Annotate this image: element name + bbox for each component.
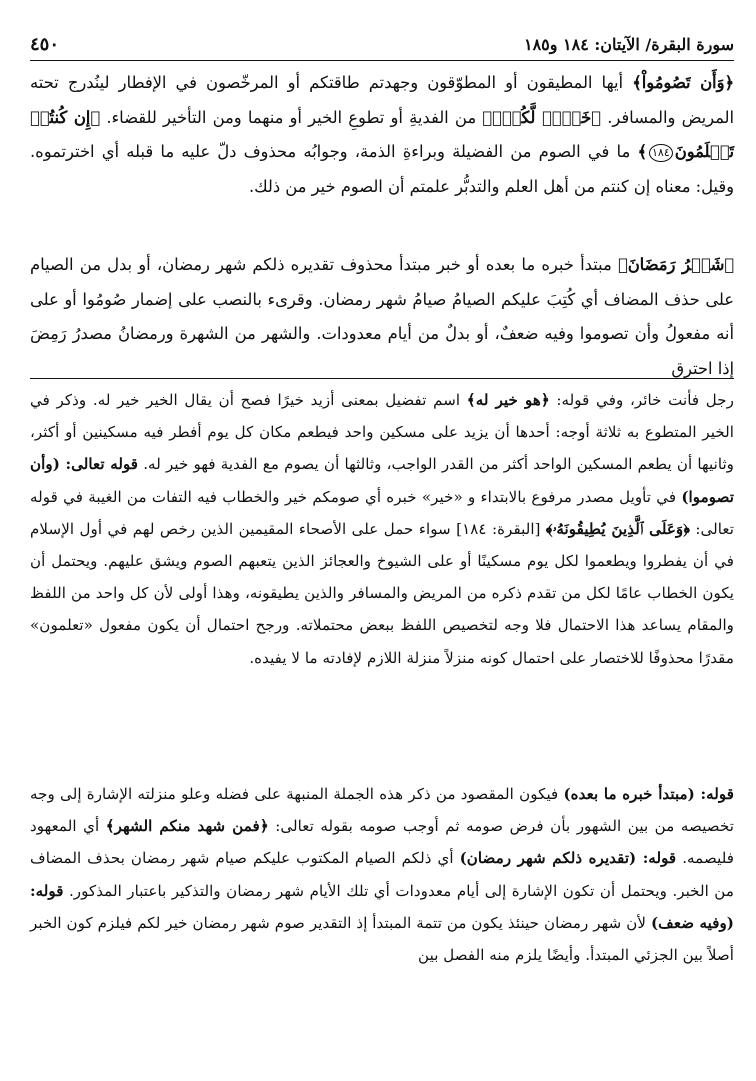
footnote-text: [البقرة: ١٨٤] سواء حمل على الأصحاء المقيمين الذين رخص لهم في أول الإسلام في أن يفطروا ويطعموا لكل يوم مسكينًا أو على الشيوخ والعجائز الذين يتعبهم الصوم ويشق عليهم. ويحتمل أن يكون الخطاب عامًا لكل من تقدم ذكره من المريض والمسافر والذين يطيقونه، وهذا أولى لأن كل واحد من اللفظ والمقام يساعد هذا الاحتمال فلا وجه لتخصيص اللفظ ببعض محتملاته. ورجح احتمال أن يكون مفعول «تعلمون» مقدرًا محذوفًا للاختصار على احتمال كونه منزلاً منزلة اللازم لإفادته ما لا يفيده. bbox=[30, 519, 734, 667]
commentary-text: أيها المطيقون أو المطوّقون وجهدتم طاقتكم أو المرخّصون في الإفطار لينُدرج تحته المريض والمسافر. bbox=[30, 73, 734, 127]
footnote-paragraph-1 bbox=[30, 384, 734, 674]
lemma-heading: قوله: (وفيه ضعف) bbox=[30, 881, 734, 932]
footnote-text: في تأويل مصدر مرفوع بالابتداء و «خير» خبره أي صومكم خير والخطاب فيه التفات من الغيبة في قوله تعالى: bbox=[30, 487, 734, 538]
quoted-phrase: ﴿هو خير له﴾ bbox=[466, 391, 550, 409]
tafsir-main-text bbox=[30, 66, 734, 204]
commentary-text: من الفديةِ أو تطوعِ الخير أو منهما ومن التأخير للقضاء. bbox=[100, 107, 483, 127]
running-title: سورة البقرة/ الآيتان: ١٨٤ و١٨٥ bbox=[523, 34, 734, 54]
verse-number-marker: ١٨٤ bbox=[649, 144, 673, 162]
footnote-block-2 bbox=[30, 778, 734, 971]
quran-quote: ﴿وَعَلَى ٱلَّذِينَ يُطِيقُونَهُۥ﴾ bbox=[545, 519, 690, 538]
paragraph-2 bbox=[30, 248, 734, 386]
footnote-block-1 bbox=[30, 384, 734, 674]
footnote-text: أي المعهود فليصمه. bbox=[30, 817, 734, 868]
commentary-text: ما في الصوم من الفضيلة وبراءةِ الذمة، وجوابُه محذوف دلّ عليه ما قبله أي اخترتموه. وقيل: معناه إن كنتم من أهل العلم والتدبُّر علمتم أن الصوم خير من ذلك. bbox=[30, 142, 734, 196]
footnote-paragraph-2 bbox=[30, 778, 734, 971]
page-header bbox=[30, 28, 734, 61]
footnote-divider bbox=[30, 378, 734, 379]
lemma-heading: قوله تعالى: (وأن تصوموا) bbox=[30, 455, 734, 506]
commentary-text: مبتدأ خبره ما بعده أو خبر مبتدأ محذوف تقديره ذلكم شهر رمضان، أو بدل من الصيام على حذف المضاف أي كُتِبَ عليكم الصيامُ صيامُ شهر رمضان. وقرىء بالنصب على إضمار صُومُوا أو على أنه مفعولُ وأن تصوموا وفيه ضعفٌ، أو بدلٌ من أيام معدودات. والشهر من الشهرة ورمضانُ مصدرُ رَمِضَ إذا احترق bbox=[30, 255, 734, 378]
paragraph-1 bbox=[30, 66, 734, 204]
quran-quote-close: ﴾ bbox=[637, 142, 648, 162]
lemma-heading: قوله: (تقديره ذلكم شهر رمضان) bbox=[459, 849, 677, 868]
page-number: ٤٥٠ bbox=[30, 33, 60, 55]
quran-quote: ﴿شَهۡرُ رَمَضَانَ﴾ bbox=[617, 255, 734, 274]
footnote-text: لأن شهر رمضان حينئذ يكون من تتمة المبتدأ إذ التقدير صوم شهر رمضان خير لكم فيلزم كون الخبر أصلاً بين الجزئي المبتدأ. وأيضًا يلزم منه الفصل بين bbox=[30, 913, 734, 965]
footnote-text: رجل فأنت خائر، وفي قوله: bbox=[549, 391, 734, 409]
quran-quote: ﴿وَأَن تَصُومُواْ﴾ bbox=[632, 73, 734, 92]
footnote-text: أي ذلكم الصيام المكتوب عليكم صيام شهر رمضان بحذف المضاف من الخبر. ويحتمل أن تكون الإشارة إلى أيام معدودات أي تلك الأيام شهر رمضان والتذكير باعتبار المذكور. bbox=[30, 849, 734, 900]
lemma-heading: قوله: (مبتدأ خبره ما بعده) bbox=[563, 785, 734, 803]
tafsir-main-text-2 bbox=[30, 248, 734, 386]
quran-quote: ﴿إِن كُنتُمۡ تَعۡلَمُونَ bbox=[30, 107, 734, 162]
quran-quote: ﴿فمن شهد منكم الشهر﴾ bbox=[105, 817, 269, 836]
footnote-text: فيكون المقصود من ذكر هذه الجملة المنبهة على فضله وعلو منزلته الإشارة إلى وجه تخصيصه من بين الشهور بأن فرض صومه ثم أوجب صومه بقوله تعالى: bbox=[30, 785, 734, 836]
footnote-text: اسم تفضيل بمعنى أزيد خيرًا فصح أن يقال الخير خير له. وذكر في الخير المتطوع به ثلاثة أوجه: أحدها أن يزيد على مسكين واحد فيطعم مكان كل يوم أفطر فيه مسكينين أو أكثر، وثانيها أن يطعم المسكين الواحد أكثر من القدر الواجب، وثالثها أن يصوم مع الفدية فهو خير له. bbox=[30, 391, 735, 474]
quran-quote: ﴿خَيۡرٞ لَّكُمۡۖ﴾ bbox=[482, 107, 601, 127]
